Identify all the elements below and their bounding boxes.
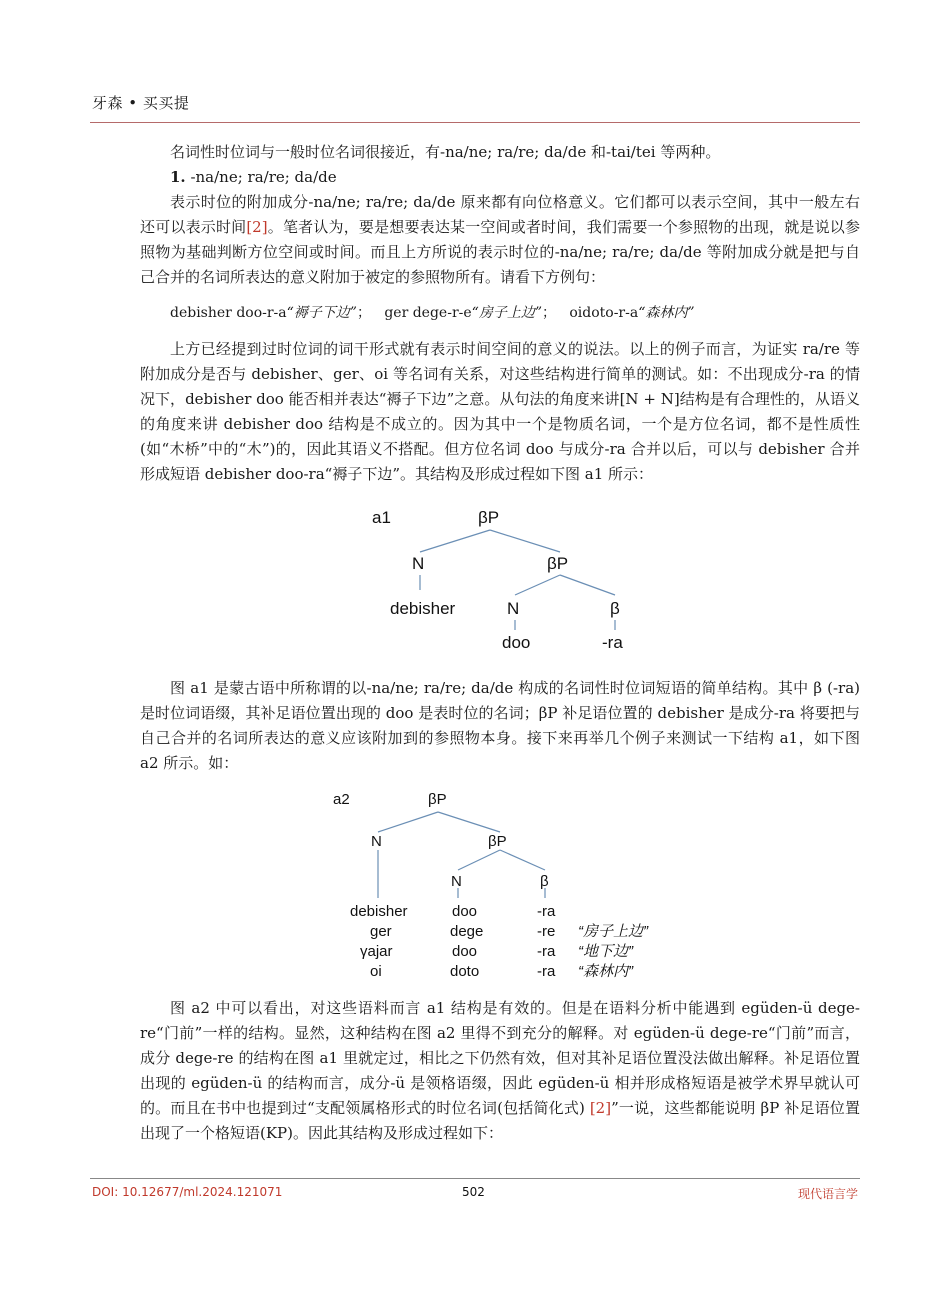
footer-page-number: 502: [462, 1185, 485, 1199]
footer-divider: [90, 1178, 860, 1179]
citation-link[interactable]: [2]: [246, 218, 268, 236]
tree-a2-suffix: -ra: [537, 903, 556, 920]
tree-a1-leaf-debisher: debisher: [390, 599, 456, 618]
tree-a1-node-bp: βP: [547, 554, 569, 573]
running-header-author: 牙森 • 买买提: [92, 94, 190, 112]
tree-a2-node-n2: N: [451, 873, 462, 890]
tree-a1-node-n2: N: [507, 599, 520, 618]
paragraph-definition-text-b: 。笔者认为，要是想要表达某一空间或者时间，我们需要一个参照物的出现，就是说以参照物为基础判断方位空间或时间。而且上方所说的表示时位的-na/ne; ra/re; da/de 等附加成分就是把与自己合并的名词所表达的意义附加于被定的参照物所有。请看下方例句：: [140, 218, 860, 286]
tree-a2-loc: doo: [452, 903, 478, 920]
tree-a2-root: βP: [428, 791, 447, 808]
tree-a1-node-beta: β: [610, 599, 620, 618]
example-gloss: “森林内”: [638, 305, 695, 321]
tree-a2-noun: ger: [370, 923, 392, 940]
tree-a2-loc: doo: [452, 943, 478, 960]
tree-a2-branch: [500, 850, 545, 870]
section-heading-number: 1.: [170, 168, 186, 186]
tree-a2-label: a2: [333, 791, 350, 808]
section-heading-text: -na/ne; ra/re; da/de: [185, 168, 337, 186]
tree-a2-branch: [458, 850, 500, 870]
tree-a2-noun: debisher: [350, 903, 408, 920]
tree-a2-node-beta: β: [540, 873, 549, 890]
paragraph-analysis-text-b: ”一说，这些都能说明 βP 补足语位置出现了一个格短语(KP)。因此其结构及形成过程如下：: [140, 1099, 860, 1142]
paragraph-analysis-text-a: 图 a2 中可以看出，对这些语料而言 a1 结构是有效的。但是在语料分析中能遇到 egüden-ü dege-re“门前”一样的结构。显然，这种结构在图 a2 里得不到充分的解释。对 egüden-ü dege-re“门前”而言，成分 dege-re 的结构在图 a1 里就定过，相比之下仍然有效，但对其补足语位置没法做出解释。补足语位置出现的 egüden-ü 的结构而言，成分-ü 是领格语缀，因此 egüden-ü 相并形成格短语是被学术界早就认可的。而且在书中也提到过“支配领属格形式的时位名词(包括简化式): [140, 999, 860, 1117]
tree-a2-loc: dege: [450, 923, 484, 940]
paragraph-explanation: 图 a1 是蒙古语中所称谓的以-na/ne; ra/re; da/de 构成的名词性时位词短语的简单结构。其中 β (-ra)是时位词语缀，其补足语位置出现的 doo 是表时位的名词；βP 补足语位置的 debisher 是成分-ra 将要把与自己合并的名词所表达的意义应该附加到的参照物本身。接下来再举几个例子来测试一下结构 a1，如下图 a2 所示。如：: [140, 679, 860, 772]
example-form: ger dege-r-e: [384, 305, 472, 321]
tree-a2-suffix: -ra: [537, 963, 556, 980]
tree-a2-gloss: “房子上边”: [578, 923, 648, 940]
tree-a2-gloss: “森林内”: [578, 963, 633, 980]
tree-a1-root: βP: [478, 508, 500, 527]
tree-a2-noun: γajar: [360, 943, 393, 960]
tree-a2-suffix: -ra: [537, 943, 556, 960]
paragraph-definition-text-a: 表示时位的附加成分-na/ne; ra/re; da/de 原来都有向位格意义。它们都可以表示空间，其中一般左右还可以表示时间: [140, 193, 860, 236]
footer-doi-link[interactable]: DOI: 10.12677/ml.2024.121071: [92, 1185, 283, 1199]
example-separator: ；: [356, 305, 371, 321]
tree-a2-suffix: -re: [537, 923, 556, 940]
example-form: oidoto-r-a: [569, 305, 639, 321]
tree-a2-branch: [378, 812, 438, 832]
example-gloss: “褥子下边”: [286, 305, 357, 321]
example-separator: ；: [541, 305, 556, 321]
tree-a2-gloss: “地下边”: [578, 943, 633, 960]
tree-a2-node-n: N: [371, 833, 382, 850]
tree-a1-label: a1: [372, 508, 391, 527]
example-gloss: “房子上边”: [471, 305, 542, 321]
tree-a1-leaf-doo: doo: [502, 633, 531, 652]
tree-a2-node-bp: βP: [488, 833, 507, 850]
footer-journal-name: 现代语言学: [797, 1187, 858, 1201]
citation-link[interactable]: [2]: [589, 1099, 612, 1117]
example-form: debisher doo-r-a: [170, 305, 287, 321]
paragraph-test: 上方已经提到过时位词的词干形式就有表示时间空间的意义的说法。以上的例子而言，为证实 ra/re 等附加成分是否与 debisher、ger、oi 等名词有关系，对这些结构进行简单的测试。如：不出现成分-ra 的情况下，debisher doo 能否相并表达“褥子下边”之意。从句法的角度来讲[N + N]结构是有合理性的，从语义的角度来讲 debisher doo 结构是不成立的。因为其中一个是物质名词，一个是方位名词，都不是性质性(如“木桥”中的“木”)的，因此其语义不搭配。但方位名词 doo 与成分-ra 合并以后，可以与 debisher 合并形成短语 debisher doo-ra“褥子下边”。其结构及形成过程如下图 a1 所示：: [140, 340, 860, 483]
tree-a2-noun: oi: [370, 963, 382, 980]
tree-a2-loc: doto: [450, 963, 480, 980]
paragraph-intro: 名词性时位词与一般时位名词很接近，有-na/ne; ra/re; da/de 和-tai/tei 等两种。: [170, 143, 721, 161]
tree-a2-branch: [438, 812, 500, 832]
paragraph-analysis: [140, 996, 860, 1146]
tree-a1-node-n: N: [412, 554, 425, 573]
tree-a1-leaf-ra: -ra: [602, 633, 623, 652]
